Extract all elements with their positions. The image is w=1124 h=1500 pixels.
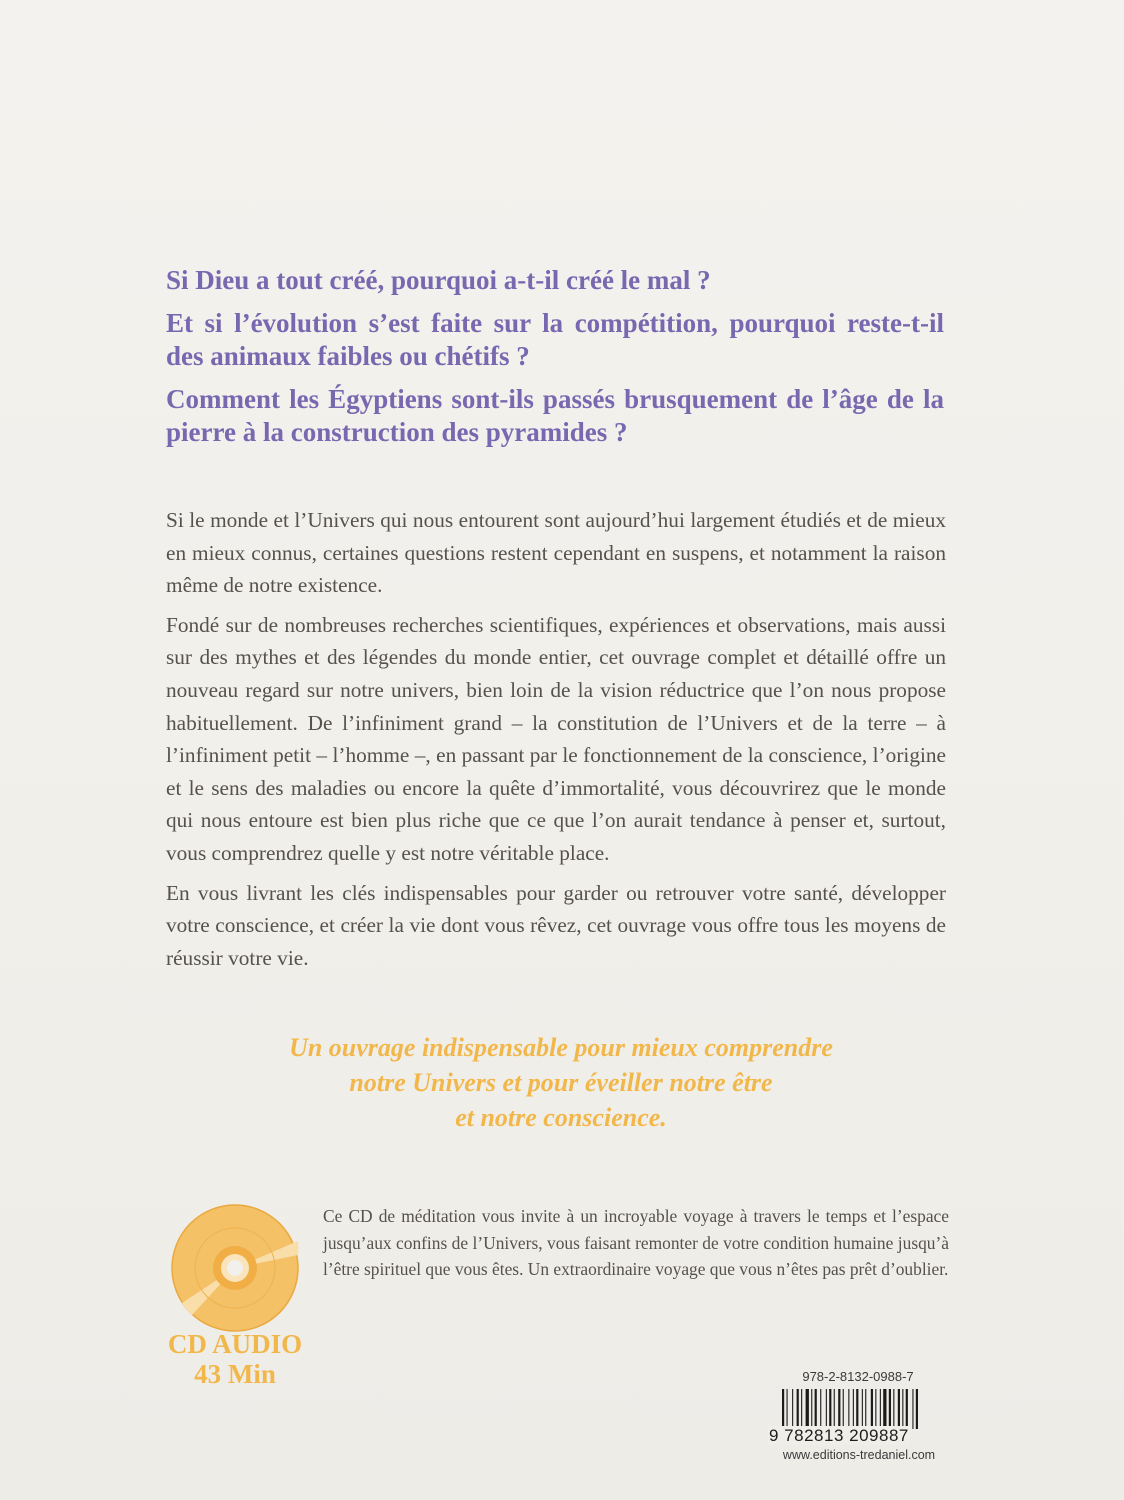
cd-label-line-2: 43 Min [194,1359,276,1389]
question-1: Si Dieu a tout créé, pourquoi a-t-il créé le mal ? [166,265,711,295]
barcode-bar [916,1389,918,1429]
barcode-bar [902,1389,903,1429]
tagline-line-1: Un ouvrage indispensable pour mieux comprendre [289,1033,833,1062]
question-3: Comment les Égyptiens sont-ils passés brusquement de l’âge de la pierre à la construction des pyramides ? [166,384,944,447]
barcode-bar [829,1389,831,1429]
tagline-line-2: notre Univers et pour éveiller notre être [349,1068,773,1097]
barcode-number: 9 782813 209887 [769,1426,909,1445]
paragraph-2: Fondé sur de nombreuses recherches scientifiques, expériences et observations, mais aussi sur des mythes et des légendes du monde entier, cet ouvrage complet et détaillé offre un nouveau regard sur notre univers, bien loin de la vision réductrice que l’on nous propose habituellement. De l’infiniment grand – la constitution de l’Univers et de la terre – à l’infiniment petit – l’homme –, en passant par le fonctionnement de la conscience, l’origine et le sens des maladies ou encore la quête d’immortalité, vous découvrirez que le monde qui nous entoure est bien plus riche que ce que l’on aurait tendance à penser et, surtout, vous comprendrez quelle y est notre véritable place. [166,612,946,865]
barcode-bar [906,1389,908,1429]
cd-description-block [323,1203,949,1283]
questions-block [166,264,944,459]
barcode-bar [792,1389,793,1429]
barcode-bar [815,1389,817,1429]
tagline [166,1030,956,1135]
barcode-bar [826,1389,827,1429]
barcode-bar [889,1389,891,1429]
paragraph-3: En vous livrant les clés indispensables pour garder ou retrouver votre santé, développer votre conscience, et créer la vie dont vous rêvez, cet ouvrage vous offre tous les moyens de réussir votre vie. [166,880,946,970]
cd-label-line-1: CD AUDIO [167,1329,303,1359]
barcode-bar [806,1389,809,1429]
paragraph-1: Si le monde et l’Univers qui nous entourent sont aujourd’hui largement étudiés et de mieux en mieux connus, certaines questions restent cependant en suspens, et notamment la raison même de notre existence. [166,508,946,598]
cd-description: Ce CD de méditation vous invite à un incroyable voyage à travers le temps et l’espace jusqu’aux confins de l’Univers, vous faisant remonter de votre condition humaine jusqu’à l’être spirituel que vous êtes. Un extraordinaire voyage que vous n’êtes pas prêt d’oublier. [323,1206,949,1279]
cd-disc-icon [170,1203,300,1333]
cd-audio-label [150,1329,320,1389]
barcode-bar [865,1389,866,1429]
barcode-bar [797,1389,799,1429]
barcode-bar [834,1389,835,1429]
barcode-bar [820,1389,821,1429]
publisher-website: www.editions-tredaniel.com [782,1448,936,1462]
barcode-bar [848,1389,849,1429]
barcode-bar [838,1389,840,1429]
barcode-bar [856,1389,858,1429]
barcode-bar [843,1389,844,1429]
barcode-bar [883,1389,886,1429]
tagline-line-3: et notre conscience. [455,1103,667,1132]
barcode-bar [862,1389,863,1429]
question-2: Et si l’évolution s’est faite sur la compétition, pourquoi reste-t-il des animaux faibles ou chétifs ? [166,308,944,371]
barcode-bar [853,1389,854,1429]
barcode-digits [768,1426,948,1446]
isbn-text: 978-2-8132-0988-7 [802,1369,914,1384]
description-block [166,504,946,981]
barcode-bar [875,1389,876,1429]
barcode-bar [912,1389,913,1429]
barcode-bar [782,1389,784,1429]
barcode-bar [801,1389,802,1429]
barcode-bar [787,1389,788,1429]
barcode-bar [898,1389,900,1429]
barcode-bar [893,1389,894,1429]
barcode-bar [880,1389,881,1429]
barcode-bar [811,1389,812,1429]
barcode-bar [871,1389,873,1429]
